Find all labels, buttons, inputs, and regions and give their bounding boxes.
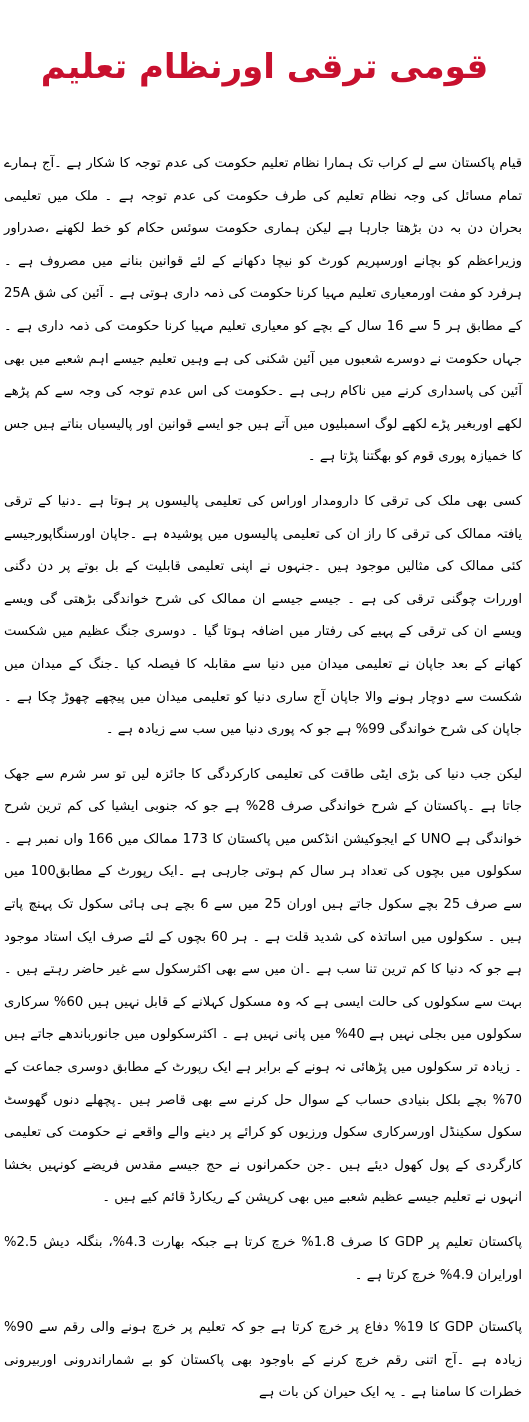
paragraph: پاکستان GDP کا 19% دفاع پر خرچ کرتا ہے جو کہ تعلیم پر خرچ ہونے والی رقم سے 90% زیادہ ہے ۔آج اتنی رقم خرچ کرنے کے باوجود بھی پاکستان کو بے شماراندرونی اوربیرونی خطرات کا سامنا ہے ۔ یہ ایک حیران کن بات ہے — [4, 1320, 523, 1401]
paragraph: پاکستان تعلیم پر GDP کا صرف 1.8% خرچ کرتا ہے جبکہ بھارت 4.3%، بنگلہ دیش 2.5% اورایران 4.9% خرچ کرتا ہے ۔ — [4, 1235, 522, 1283]
paragraph: قیام پاکستان سے لے کراب تک ہمارا نظام تعلیم حکومت کی عدم توجہ کا شکار ہے ۔آج ہمارے تمام مسائل کی وجہ نظام تعلیم کی طرف حکومت کی عدم توجہ ہے ۔ ملک میں تعلیمی بحران دن بہ دن بڑھتا جارہا ہے لیکن ہماری حکومت سوئس حکام کو خط لکھنے ،صدراور وزیراعظم کو بچانے اورسپریم کورٹ کو نیچا دکھانے کے لئے قوانین بنانے میں مصروف ہے ۔ ہرفرد کو مفت اورمعیاری تعلیم مہیا کرنا حکومت کی ذمہ داری ہوتی ہے ۔ آئین کی شق 25A کے مطابق ہر 5 سے 16 سال کے بچے کو معیاری تعلیم مہیا کرنا حکومت کی ذمہ داری ہے ۔جہاں حکومت نے دوسرے شعبوں میں آئین شکنی کی ہے وہیں تعلیم جیسے اہم شعبے میں بھی آئین کی پاسداری کرنے میں ناکام رہی ہے ۔حکومت کی اس عدم توجہ کی وجہ سے کم پڑھے لکھے اوربغیر پڑے لکھے لوگ اسمبلیوں میں آتے ہیں جو ایسے قوانین اور پالیسیاں بناتے ہیں جس کا خمیازہ پوری قوم کو بھگتنا پڑتا ہے ۔ — [4, 156, 523, 465]
paragraph: کسی بھی ملک کی ترقی کا دارومدار اوراس کی تعلیمی پالیسوں پر ہوتا ہے ۔دنیا کے ترقی یافتہ ممالک کی ترقی کا راز ان کی تعلیمی پالیسوں میں پوشیدہ ہے ۔جاپان اورسنگاپورجیسے کئی ممالک کی مثالیں موجود ہیں ۔جنہوں نے اپنی تعلیمی قابلیت کے بل بوتے پر دن دگنی اوررات چوگنی ترقی کی ہے ۔ جیسے جیسے ان ممالک کی شرح خواندگی بڑھتی گی ویسے ویسے ان کی ترقی کے پہیے کی رفتار میں اضافہ ہوتا گیا ۔ دوسری جنگ عظیم میں شکست کھانے کے بعد جاپان نے تعلیمی میدان میں دنیا سے مقابلہ کا فیصلہ کیا ۔جنگ کے میدان میں شکست سے دوچار ہونے والا جاپان آج ساری دنیا کو تعلیمی میدان میں پیچھے چھوڑ چکا ہے ۔ جاپان کی شرح خواندگی 99% ہے جو کہ پوری دنیا میں سب سے زیادہ ہے ۔ — [4, 493, 522, 738]
paragraph: لیکن جب دنیا کی بڑی ایٹی طاقت کی تعلیمی کارکردگی کا جائزہ لیں تو سر شرم سے جھک جاتا ہے ۔پاکستان کے شرح خواندگی صرف 28% ہے جو کہ جنوبی ایشیا کی کم ترین شرح خواندگی ہے UNO کے ایجوکیشن انڈکس میں پاکستان کا 173 ممالک میں 166 واں نمبر ہے ۔سکولوں میں بچوں کی تعداد ہر سال کم ہوتی جارہی ہے ۔ایک رپورٹ کے مطابق100 میں سے صرف 25 بچے سکول جاتے ہیں اوران 25 میں سے 6 بچے ہی ہائی سکول تک پہنچ پاتے ہیں ۔ سکولوں میں اساتذہ کی شدید قلت ہے ۔ ہر 60 بچوں کے لئے صرف ایک استاد موجود ہے جو کہ دنیا کا کم ترین تنا سب ہے ۔ان میں سے بھی اکثرسکول سے غیر حاضر رہتے ہیں ۔بہت سے سکولوں کی حالت ایسی ہے کہ وہ مسکول کہلانے کے قابل نہیں ہیں 60% سرکاری سکولوں میں بجلی نہیں ہے 40% میں پانی نہیں ہے ۔ اکثرسکولوں میں جانورباندھے جاتے ہیں ۔ زیادہ تر سکولوں میں پڑھائی نہ ہونے کے برابر ہے ایک رپورٹ کے مطابق دوسری جماعت کے 70% بچے بلکل بنیادی حساب کے سوال حل کرنے سے بھی قاصر ہیں ۔پچھلے دنوں گھوسٹ سکول سکینڈل اورسرکاری سکول ورزیوں کو کرائے پر دینے والے واقعے نے حکومت کی تعلیمی کارگردی کے پول کھول دیئے ہیں ۔جن حکمرانوں نے حج جیسے مقدس فریضے کونہیں بخشا انہوں نے تعلیم جیسے عظیم شعبے میں بھی کرپشن کے ریکارڈ قائم کیے ہیں ۔ — [4, 766, 523, 1206]
article-body — [4, 148, 522, 1422]
article-title: قومی ترقی اورنظام تعلیم — [40, 46, 489, 87]
